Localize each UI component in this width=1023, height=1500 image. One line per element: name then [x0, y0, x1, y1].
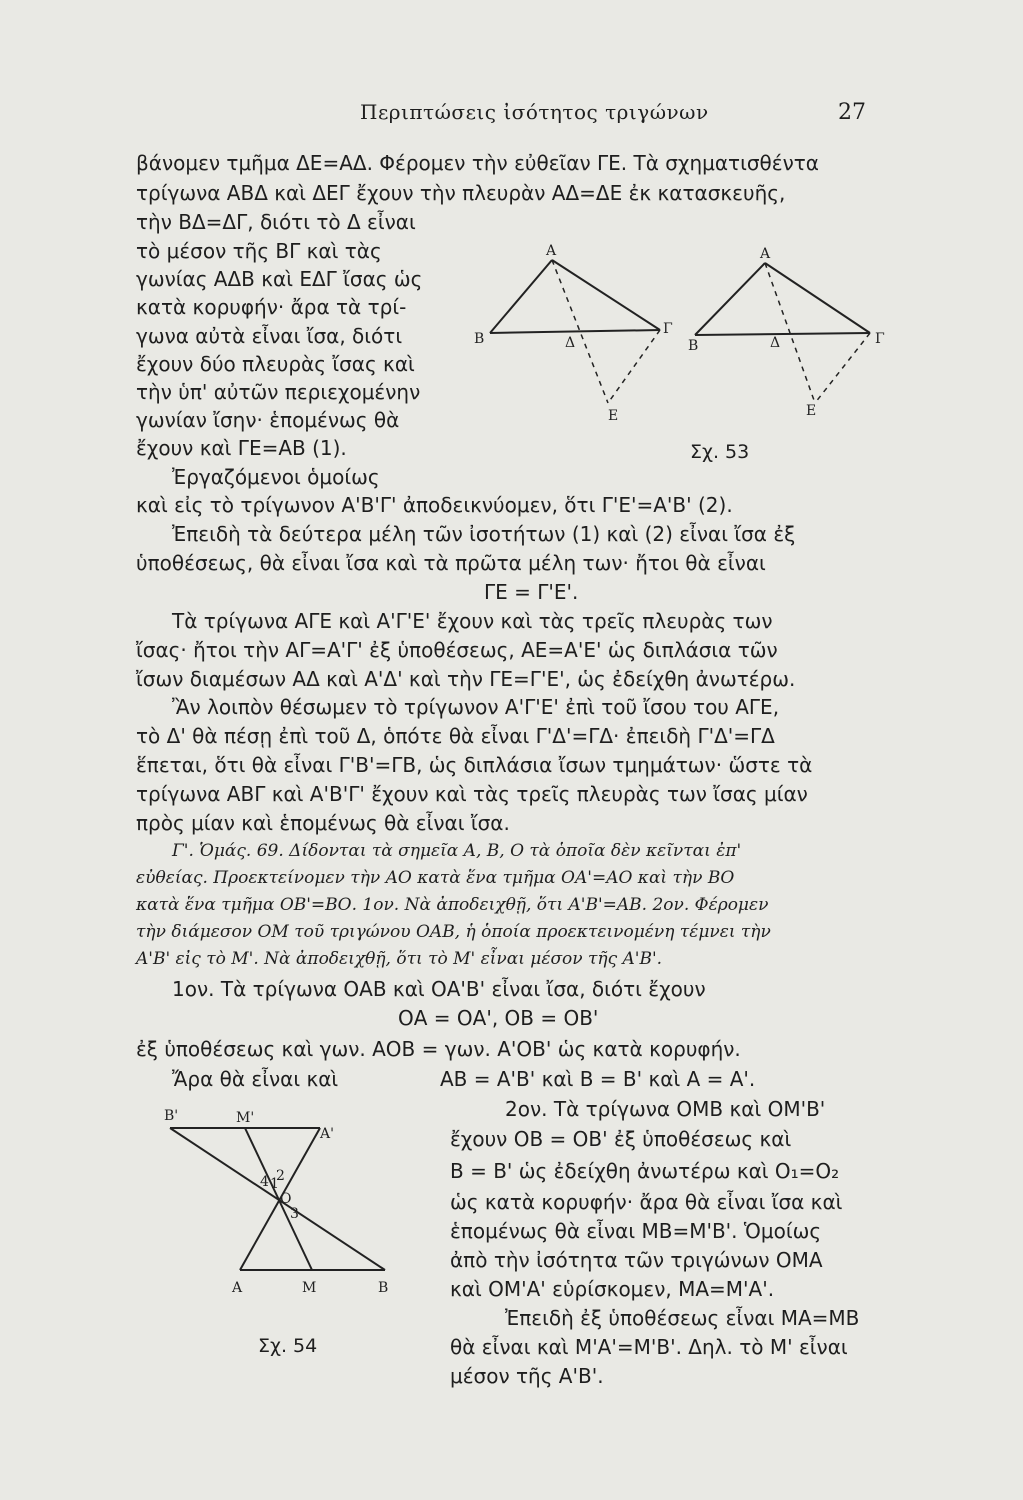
text-line: Β = Β' ὡς ἐδείχθη ἀνωτέρω καὶ Ο₁=Ο₂ — [450, 1159, 840, 1183]
text-line: ἀπὸ τὴν ἰσότητα τῶν τριγώνων ΟΜΑ — [450, 1248, 823, 1272]
fig54-label-m: Μ — [302, 1280, 317, 1296]
fig54-label-b: Β — [378, 1280, 389, 1296]
text-line: ἴσας· ἤτοι τὴν ΑΓ=Α'Γ' ἐξ ὑποθέσεως, ΑΕ=Α'Ε' ὡς διπλάσια τῶν — [136, 638, 778, 662]
text-line: τὴν ΒΔ=ΔΓ, διότι τὸ Δ εἶναι — [136, 210, 416, 234]
fig53-label-e2: Ε — [806, 403, 817, 419]
text-line: βάνομεν τμῆμα ΔΕ=ΑΔ. Φέρομεν τὴν εὐθεῖαν ΓΕ. Τὰ σχηματισθέντα — [136, 151, 819, 175]
fig54-angle-1: 1 — [270, 1176, 279, 1192]
text-line: ἑπομένως θὰ εἶναι ΜΒ=Μ'Β'. Ὁμοίως — [450, 1219, 822, 1243]
text-line: Ἂν λοιπὸν θέσωμεν τὸ τρίγωνον Α'Γ'Ε' ἐπὶ τοῦ ἴσου του ΑΓΕ, — [172, 695, 780, 719]
fig54-label-a2: Α' — [320, 1126, 334, 1142]
text-line: 1ον. Τὰ τρίγωνα ΟΑΒ καὶ ΟΑ'Β' εἶναι ἴσα, διότι ἔχουν — [172, 977, 706, 1001]
text-line: γωνίας ΑΔΒ καὶ ΕΔΓ ἴσας ὡς — [136, 267, 423, 291]
text-line: θὰ εἶναι καὶ Μ'Α'=Μ'Β'. Δηλ. τὸ Μ' εἶναι — [450, 1335, 848, 1359]
text-line: τὸ μέσον τῆς ΒΓ καὶ τὰς — [136, 239, 382, 263]
text-line: ἕπεται, ὅτι θὰ εἶναι Γ'Β'=ΓΒ, ὡς διπλάσια ἴσων τμημάτων· ὥστε τὰ — [136, 753, 813, 777]
text-line: ἴσων διαμέσων ΑΔ καὶ Α'Δ' καὶ τὴν ΓΕ=Γ'Ε', ὡς ἐδείχθη ἀνωτέρω. — [136, 667, 796, 691]
text-line: καὶ ΟΜ'Α' εὑρίσκομεν, ΜΑ=Μ'Α'. — [450, 1277, 775, 1301]
fig53-side-a2g2 — [765, 263, 870, 333]
text-line: ἔχουν ΟΒ = ΟΒ' ἐξ ὑποθέσεως καὶ — [450, 1127, 792, 1151]
text-line: πρὸς μίαν καὶ ἑπομένως θὰ εἶναι ἴσα. — [136, 811, 510, 835]
page-number: 27 — [838, 100, 866, 125]
running-header: Περιπτώσεις ἰσότητος τριγώνων — [360, 100, 709, 124]
fig54-label-o: Ο — [280, 1191, 292, 1207]
fig53-label-a: Α — [546, 243, 557, 259]
text-line: Ἄρα θὰ εἶναι καὶ — [172, 1067, 339, 1091]
fig53-label-d: Δ — [565, 335, 576, 351]
exercise-line: κατὰ ἕνα τμῆμα ΟΒ'=ΒΟ. 1ον. Νὰ ἀποδειχθῇ, ὅτι Α'Β'=ΑΒ. 2ον. Φέρομεν — [136, 895, 769, 915]
fig53-side-ab — [490, 260, 552, 333]
fig54-angle-3: 3 — [290, 1206, 299, 1222]
text-line: γωνα αὐτὰ εἶναι ἴσα, διότι — [136, 324, 403, 348]
exercise-line: Γ'. Ὁμάς. 69. Δίδονται τὰ σημεῖα Α, Β, Ο τὰ ὁποῖα δὲν κεῖνται ἐπ' — [172, 841, 742, 861]
fig54-label-m2: Μ' — [236, 1110, 255, 1126]
fig54-angle-4: 4 — [260, 1174, 269, 1190]
text-line: ὑποθέσεως, θὰ εἶναι ἴσα καὶ τὰ πρῶτα μέλη των· ἤτοι θὰ εἶναι — [136, 551, 766, 575]
text-line: Ἐργαζόμενοι ὁμοίως — [172, 465, 380, 489]
text-line: τρίγωνα ΑΒΓ καὶ Α'Β'Γ' ἔχουν καὶ τὰς τρεῖς πλευρὰς των ἴσας μίαν — [136, 782, 808, 806]
text-line: ἐξ ὑποθέσεως καὶ γων. ΑΟΒ = γων. Α'ΟΒ' ὡς κατὰ κορυφήν. — [136, 1037, 741, 1061]
fig53-side-b2g2 — [695, 333, 870, 335]
fig53-side-a2b2 — [695, 263, 765, 335]
fig53-label-d2: Δ — [770, 335, 781, 351]
text-line: τὸ Δ' θὰ πέσῃ ἐπὶ τοῦ Δ, ὁπότε θὰ εἶναι Γ'Δ'=ΓΔ· ἐπειδὴ Γ'Δ'=ΓΔ — [136, 724, 775, 748]
text-line: τὴν ὑπ' αὐτῶν περιεχομένην — [136, 380, 421, 404]
figure-54-caption: Σχ. 54 — [258, 1335, 318, 1357]
text-line: τρίγωνα ΑΒΔ καὶ ΔΕΓ ἔχουν τὴν πλευρὰν ΑΔ=ΔΕ ἐκ κατασκευῆς, — [136, 181, 786, 205]
figure-54 — [150, 1100, 410, 1320]
exercise-line: εὐθείας. Προεκτείνομεν τὴν ΑΟ κατὰ ἕνα τμῆμα ΟΑ'=ΑΟ καὶ τὴν ΒΟ — [136, 868, 735, 888]
fig53-side-ag — [552, 260, 660, 330]
text-line: Τὰ τρίγωνα ΑΓΕ καὶ Α'Γ'Ε' ἔχουν καὶ τὰς τρεῖς πλευρὰς των — [172, 609, 773, 633]
fig53-label-g2: Γ — [875, 331, 885, 347]
fig54-median-mm2 — [245, 1128, 312, 1270]
text-line: ΟΑ = ΟΑ', ΟΒ = ΟΒ' — [398, 1006, 599, 1030]
text-line: καὶ εἰς τὸ τρίγωνον Α'Β'Γ' ἀποδεικνύομεν, ὅτι Γ'Ε'=Α'Β' (2). — [136, 493, 733, 517]
text-line: ὡς κατὰ κορυφήν· ἄρα θὰ εἶναι ἴσα καὶ — [450, 1190, 843, 1214]
text-line: 2ον. Τὰ τρίγωνα ΟΜΒ καὶ ΟΜ'Β' — [505, 1097, 826, 1121]
fig53-label-g: Γ — [663, 321, 673, 337]
fig53-label-b: Β — [474, 331, 485, 347]
text-line: γωνίαν ἴσην· ἑπομένως θὰ — [136, 408, 400, 432]
text-line: μέσον τῆς Α'Β'. — [450, 1364, 604, 1388]
fig53-label-e: Ε — [608, 408, 619, 424]
text-line: ΑΒ = Α'Β' καὶ Β = Β' καὶ Α = Α'. — [440, 1067, 756, 1091]
fig53-side-bg — [490, 330, 660, 333]
fig53-label-a2: Α — [760, 246, 771, 262]
fig54-angle-2: 2 — [276, 1168, 285, 1184]
exercise-line: Α'Β' εἰς τὸ Μ'. Νὰ ἀποδειχθῇ, ὅτι τὸ Μ' εἶναι μέσον τῆς Α'Β'. — [136, 949, 663, 969]
text-line: ἔχουν δύο πλευρὰς ἴσας καὶ — [136, 352, 415, 376]
figure-53-caption: Σχ. 53 — [690, 441, 750, 463]
text-line: ἔχουν καὶ ΓΕ=ΑΒ (1). — [136, 436, 347, 460]
fig54-label-a: Α — [232, 1280, 243, 1296]
text-line: Ἐπειδὴ τὰ δεύτερα μέλη τῶν ἰσοτήτων (1) καὶ (2) εἶναι ἴσα ἐξ — [172, 522, 796, 546]
text-line: κατὰ κορυφήν· ἄρα τὰ τρί- — [136, 295, 407, 319]
text-line: Ἐπειδὴ ἐξ ὑποθέσεως εἶναι ΜΑ=ΜΒ — [505, 1306, 860, 1330]
fig54-label-b2: Β' — [164, 1108, 179, 1124]
fig53-side-g2e2 — [815, 333, 870, 403]
figure-53 — [470, 235, 900, 435]
fig53-side-ge — [608, 330, 660, 403]
fig53-label-b2: Β — [688, 338, 699, 354]
text-line: ΓΕ = Γ'Ε'. — [484, 580, 579, 604]
exercise-line: τὴν διάμεσον ΟΜ τοῦ τριγώνου ΟΑΒ, ἡ ὁποία προεκτεινομένη τέμνει τὴν — [136, 922, 771, 942]
